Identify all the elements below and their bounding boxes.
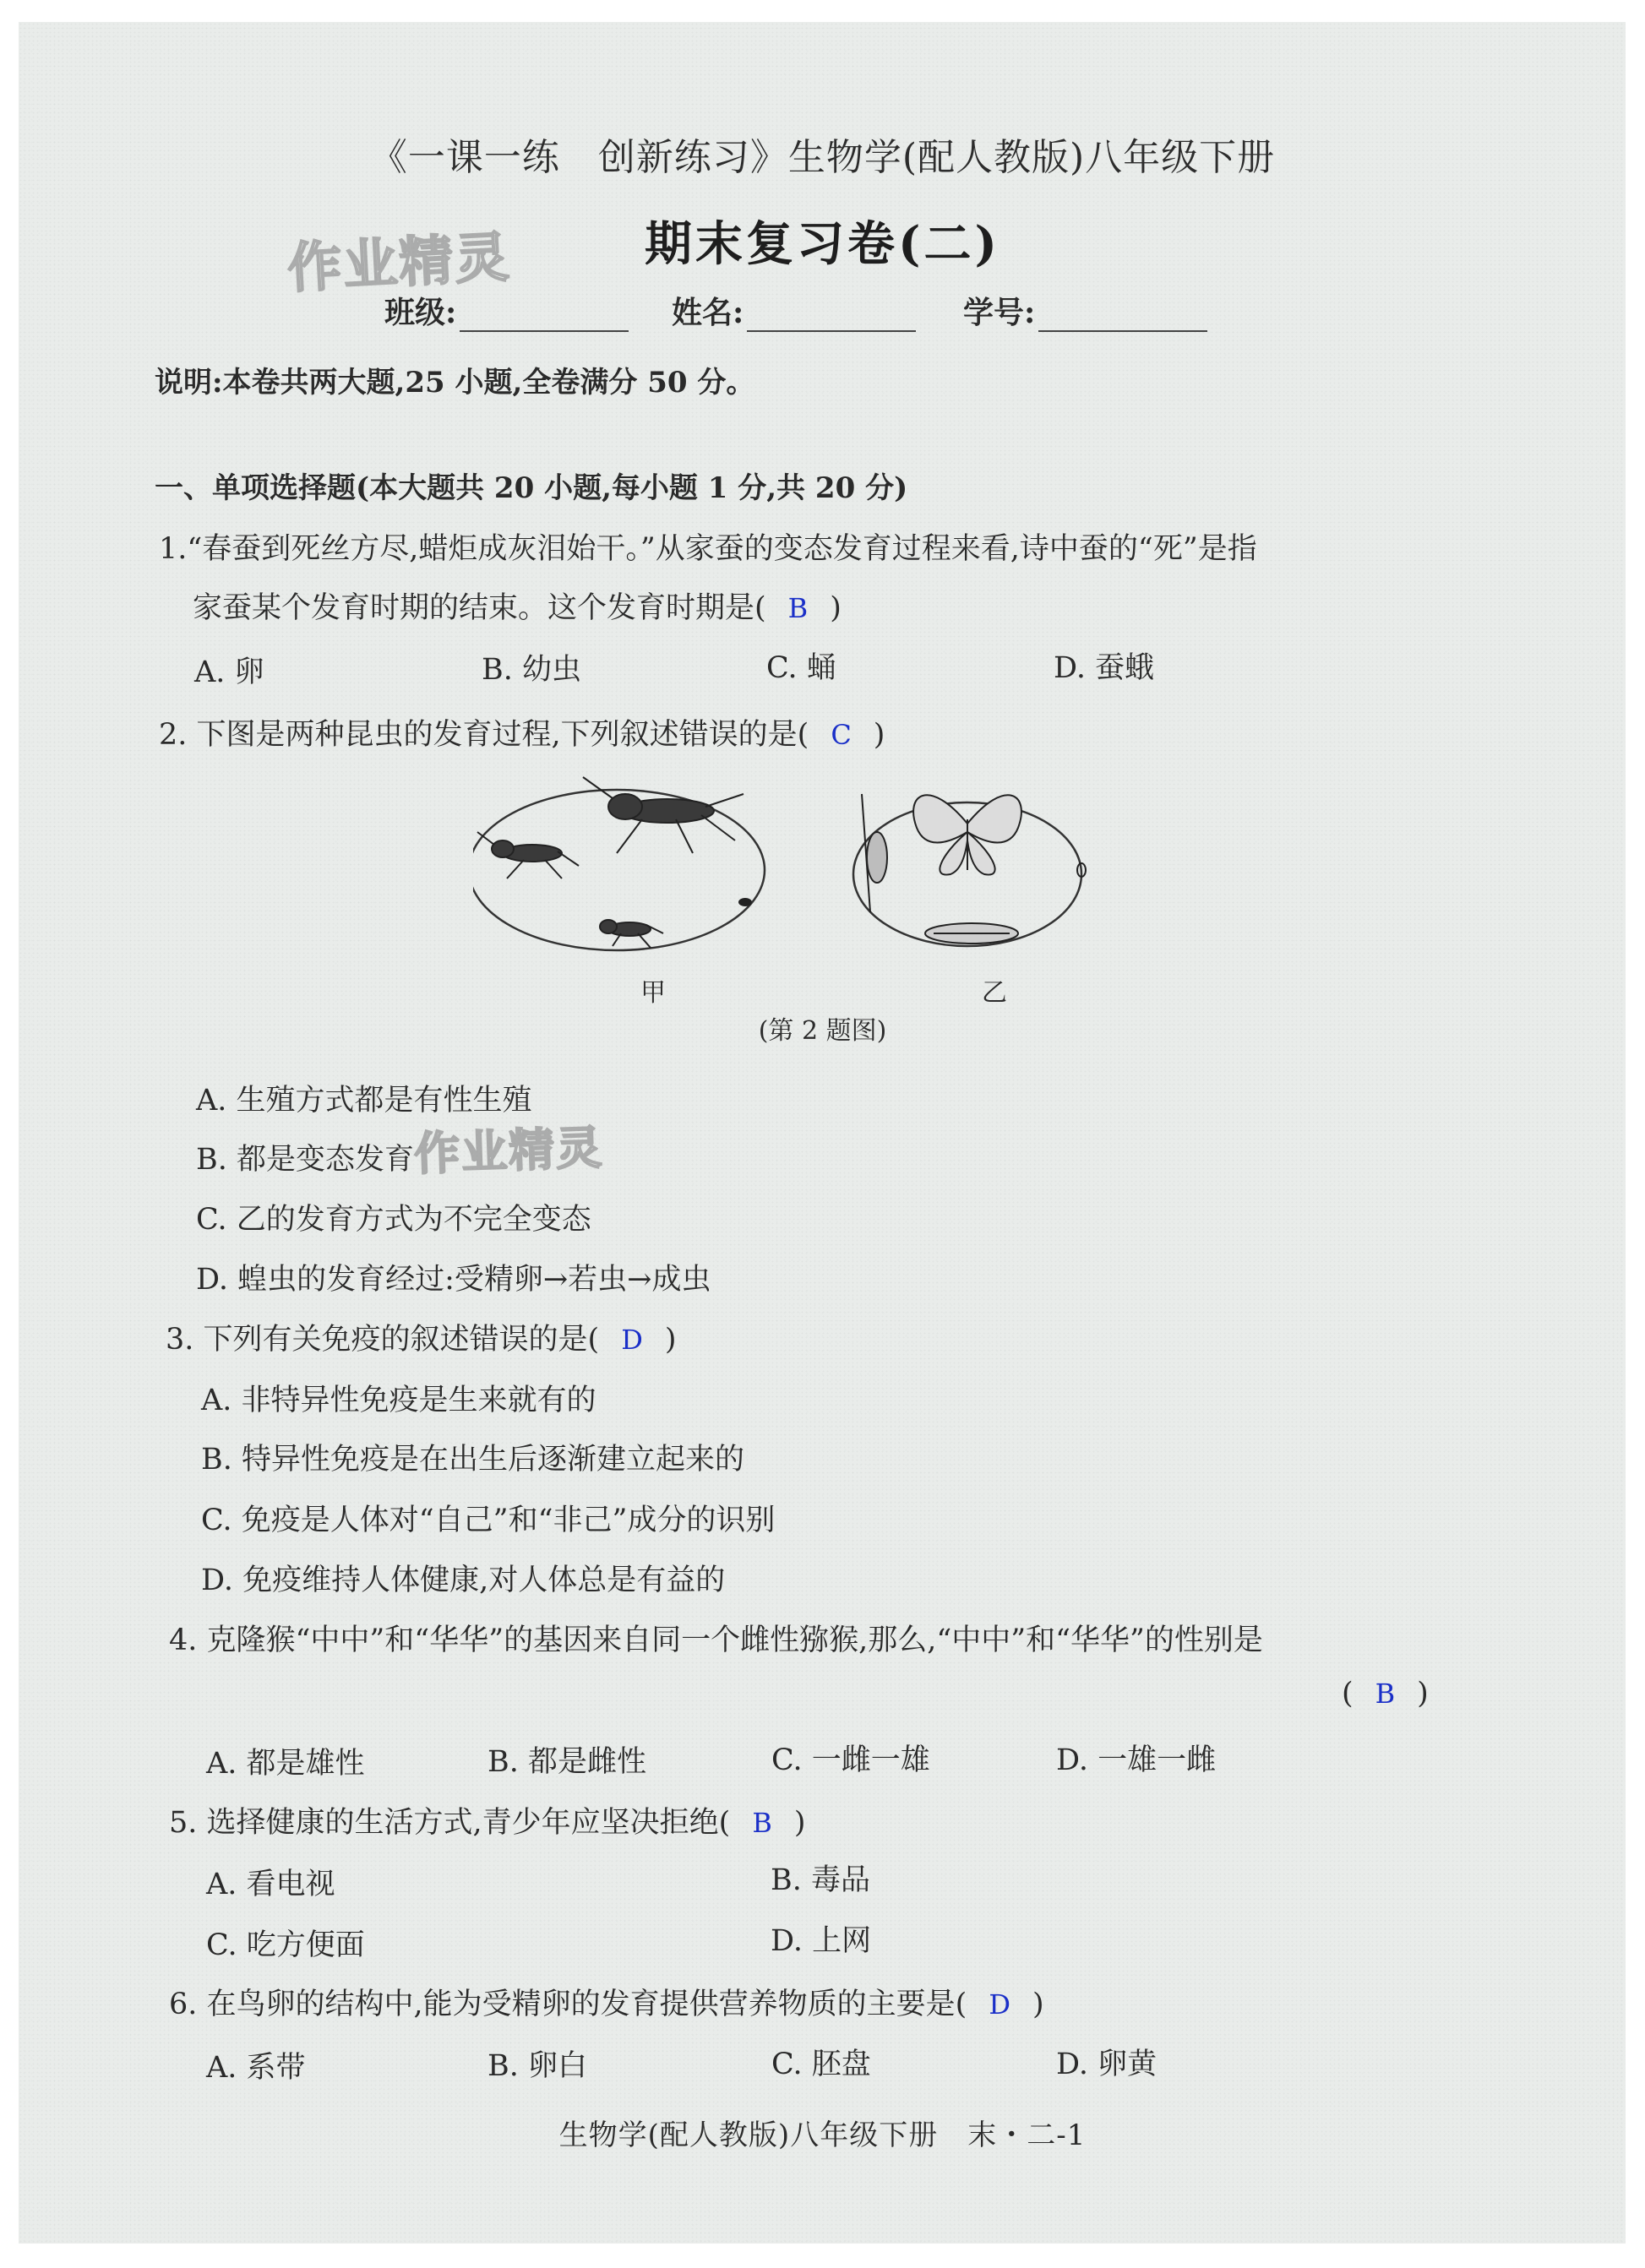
option: B. 幼虫: [482, 653, 581, 687]
figure-caption: (第 2 题图): [758, 1016, 887, 1046]
name-field[interactable]: 姓名:: [672, 289, 916, 332]
option: D. 一雄一雌: [1056, 1743, 1217, 1777]
option: B. 卵白: [488, 2049, 587, 2083]
page-footer: 生物学(配人教版)八年级下册 末・二-1: [558, 2118, 1087, 2152]
option: D. 卵黄: [1056, 2048, 1157, 2081]
option: B. 都是变态发育: [196, 1143, 414, 1177]
option: A. 卵: [194, 655, 264, 689]
option: B. 都是雌性: [488, 1745, 646, 1779]
grasshopper-adult-icon: [583, 777, 744, 853]
butterfly-icon: [913, 795, 1021, 874]
answer-mark: B: [752, 1807, 772, 1839]
question-1-stem-cont: 家蚕某个发育时期的结束。这个发育时期是( B ): [193, 591, 842, 625]
option: A. 非特异性免疫是生来就有的: [201, 1384, 596, 1417]
series-title: 《一课一练 创新练习》生物学(配人教版)八年级下册: [369, 136, 1276, 179]
option: D. 上网: [771, 1924, 872, 1958]
question-2-stem: 2. 下图是两种昆虫的发育过程,下列叙述错误的是( C ): [159, 718, 885, 752]
egg-icon: [738, 898, 752, 906]
paper-sheet: [19, 22, 1626, 2244]
watermark-logo: 作业精灵: [286, 226, 513, 301]
option: A. 都是雄性: [206, 1747, 365, 1781]
answer-mark: B: [787, 592, 809, 624]
option: D. 蝗虫的发育经过:受精卵→若虫→成虫: [196, 1263, 711, 1297]
class-field[interactable]: 班级:: [384, 289, 629, 332]
option: B. 毒品: [771, 1863, 870, 1897]
question-3-stem: 3. 下列有关免疫的叙述错误的是( D ): [166, 1323, 677, 1357]
question-4-answer: ( B ): [1342, 1677, 1429, 1711]
section-heading: 一、单项选择题(本大题共 20 小题,每小题 1 分,共 20 分): [155, 471, 908, 505]
question-1-stem: 1.“春蚕到死丝方尽,蜡炬成灰泪始干。”从家蚕的变态发育过程来看,诗中蚕的“死”是指: [159, 532, 1257, 566]
option: B. 特异性免疫是在出生后逐渐建立起来的: [201, 1443, 744, 1477]
option: C. 免疫是人体对“自己”和“非己”成分的识别: [201, 1504, 776, 1537]
option: C. 乙的发育方式为不完全变态: [196, 1203, 591, 1237]
answer-mark: D: [989, 1988, 1010, 2021]
figure-label-yi: 乙: [982, 978, 1007, 1008]
answer-mark: D: [621, 1324, 643, 1356]
watermark-logo: 作业精灵: [413, 1121, 605, 1181]
option: D. 蚕蛾: [1054, 651, 1155, 685]
page-title: 期末复习卷(二): [645, 216, 1000, 272]
grasshopper-nymph-icon: [477, 832, 579, 878]
answer-mark: C: [831, 719, 852, 751]
option: A. 看电视: [206, 1868, 335, 1901]
option: D. 免疫维持人体健康,对人体总是有益的: [201, 1564, 726, 1597]
option: A. 系带: [206, 2051, 306, 2085]
student-id-field[interactable]: 学号:: [963, 289, 1207, 332]
option: A. 生殖方式都是有性生殖: [196, 1084, 532, 1118]
grasshopper-small-nymph-icon: [600, 920, 663, 948]
answer-mark: B: [1375, 1678, 1396, 1710]
option: C. 吃方便面: [206, 1928, 365, 1962]
question-4-stem: 4. 克隆猴“中中”和“华华”的基因来自同一个雌性猕猴,那么,“中中”和“华华”的性别是: [169, 1623, 1263, 1657]
question-6-stem: 6. 在鸟卵的结构中,能为受精卵的发育提供营养物质的主要是( D ): [169, 1988, 1044, 2021]
pupa-icon: [862, 794, 887, 912]
option: C. 一雌一雄: [771, 1743, 930, 1777]
instructions: 说明:本卷共两大题,25 小题,全卷满分 50 分。: [155, 366, 755, 400]
insect-development-figure: [473, 760, 1115, 1014]
option: C. 蛹: [766, 651, 836, 685]
question-5-stem: 5. 选择健康的生活方式,青少年应坚决拒绝( B ): [169, 1806, 806, 1840]
option: C. 胚盘: [771, 2048, 871, 2081]
caterpillar-icon: [925, 923, 1018, 944]
figure-label-jia: 甲: [640, 978, 666, 1008]
